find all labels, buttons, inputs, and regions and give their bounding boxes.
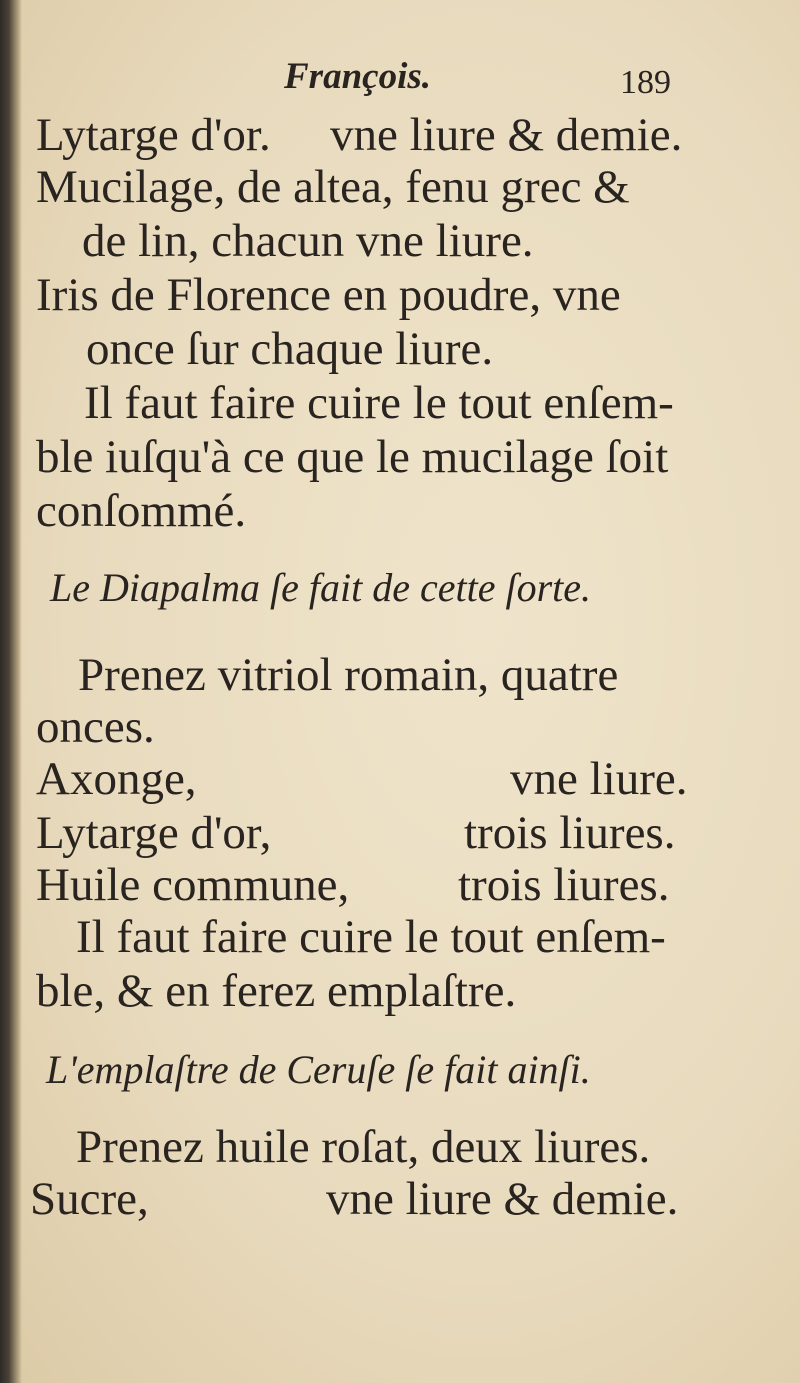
text-line: trois liures. [458,859,670,911]
text-line: Sucre, [30,1173,149,1225]
text-line: Il faut faire cuire le tout enſem- [84,377,674,429]
section-heading: Le Diapalma ſe fait de cette ſorte. [50,565,591,610]
section-heading: L'emplaſtre de Ceruſe ſe fait ainſi. [46,1047,591,1092]
text-line: once ſur chaque liure. [86,323,494,375]
text-line: vne liure & demie. [326,1173,679,1225]
text-line: Prenez vitriol romain, quatre [78,649,619,701]
text-line: de lin, chacun vne liure. [82,215,534,267]
text-line: Huile commune, [36,859,350,911]
text-line: vne liure & demie. [330,109,683,161]
text-line: vne liure. [510,753,688,805]
text-line: Mucilage, de altea, fenu grec & [36,161,630,213]
running-title: François. [284,56,432,97]
binding-gutter [0,0,22,1383]
text-line: Iris de Florence en poudre, vne [36,269,621,321]
text-line: ble, & en ferez emplaſtre. [36,965,517,1017]
page-number: 189 [620,64,671,101]
text-line: Lytarge d'or. [36,109,271,161]
text-line: onces. [36,701,155,753]
text-line: Il faut faire cuire le tout enſem- [76,911,666,963]
text-line: trois liures. [464,807,676,859]
text-line: conſommé. [36,485,247,537]
text-line: Lytarge d'or, [36,807,272,859]
text-line: Axonge, [36,753,197,805]
text-line: ble iuſqu'à ce que le mucilage ſoit [36,431,669,483]
text-line: Prenez huile roſat, deux liures. [76,1121,651,1173]
